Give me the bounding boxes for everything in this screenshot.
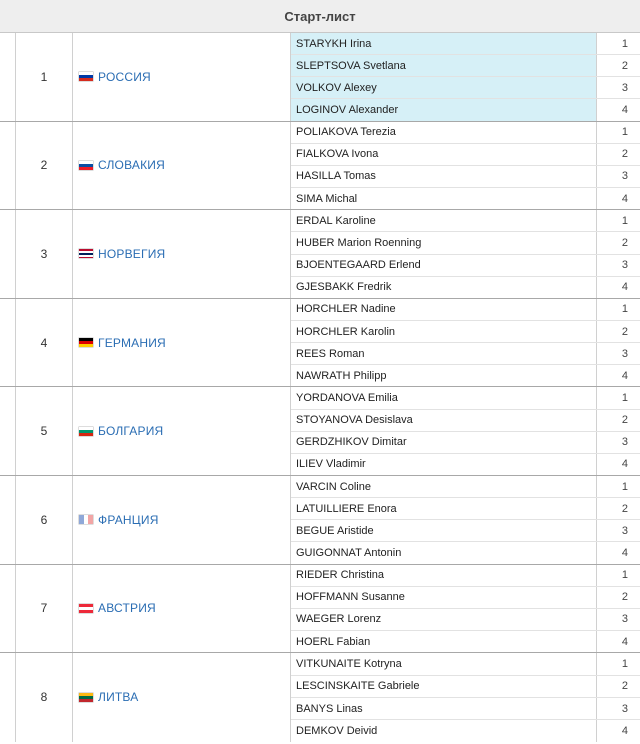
athlete-name: GJESBAKK Fredrik bbox=[291, 277, 597, 298]
athlete-name: SIMA Michal bbox=[291, 188, 597, 209]
athlete-row bbox=[291, 676, 640, 698]
team-country-cell bbox=[73, 476, 291, 564]
athlete-leg-number: 1 bbox=[621, 303, 628, 316]
athletes-list bbox=[291, 476, 640, 564]
athlete-row bbox=[291, 432, 640, 454]
country-link[interactable]: ГЕРМАНИЯ bbox=[98, 335, 166, 350]
country-flag-icon bbox=[79, 249, 93, 258]
row-gutter bbox=[0, 476, 16, 564]
country-link[interactable]: НОРВЕГИЯ bbox=[98, 246, 166, 261]
team-position: 6 bbox=[16, 476, 73, 564]
athlete-leg-number: 2 bbox=[621, 325, 628, 338]
athlete-leg-number: 1 bbox=[621, 126, 628, 139]
athlete-leg-number: 3 bbox=[621, 347, 628, 360]
athlete-row bbox=[291, 698, 640, 720]
row-gutter bbox=[0, 653, 16, 742]
athlete-leg-number: 4 bbox=[621, 725, 628, 738]
athlete-leg-number: 3 bbox=[621, 170, 628, 183]
athlete-name: RIEDER Christina bbox=[291, 565, 597, 586]
athlete-row bbox=[291, 631, 640, 652]
athlete-name: STOYANOVA Desislava bbox=[291, 410, 597, 431]
athlete-name: HORCHLER Nadine bbox=[291, 299, 597, 320]
athlete-row bbox=[291, 542, 640, 563]
team-row bbox=[0, 122, 640, 211]
athlete-leg-number: 1 bbox=[621, 480, 628, 493]
athlete-row bbox=[291, 321, 640, 343]
athlete-row bbox=[291, 210, 640, 232]
athlete-leg-number: 3 bbox=[621, 81, 628, 94]
athlete-name: YORDANOVA Emilia bbox=[291, 387, 597, 408]
team-position: 2 bbox=[16, 122, 73, 210]
athlete-leg-number: 3 bbox=[621, 524, 628, 537]
athlete-row bbox=[291, 365, 640, 386]
athlete-name: ILIEV Vladimir bbox=[291, 454, 597, 475]
athlete-row bbox=[291, 410, 640, 432]
athlete-leg-number: 1 bbox=[621, 569, 628, 582]
country-link[interactable]: СЛОВАКИЯ bbox=[98, 158, 165, 173]
country-link[interactable]: БОЛГАРИЯ bbox=[98, 424, 164, 439]
country-flag-icon bbox=[79, 604, 93, 613]
athlete-leg-number: 2 bbox=[621, 236, 628, 249]
team-country-cell bbox=[73, 387, 291, 475]
country-link[interactable]: ФРАНЦИЯ bbox=[98, 512, 159, 527]
athlete-leg-number: 1 bbox=[621, 391, 628, 404]
teams-table bbox=[0, 33, 640, 742]
athlete-leg-number: 4 bbox=[621, 104, 628, 117]
country-flag-icon bbox=[79, 338, 93, 347]
athlete-leg-number: 2 bbox=[621, 502, 628, 515]
athlete-row bbox=[291, 498, 640, 520]
row-gutter bbox=[0, 299, 16, 387]
athletes-list bbox=[291, 387, 640, 475]
athlete-name: VARCIN Coline bbox=[291, 476, 597, 497]
team-row bbox=[0, 299, 640, 388]
athlete-row bbox=[291, 122, 640, 144]
athlete-row bbox=[291, 232, 640, 254]
page-title: Старт-лист bbox=[284, 8, 356, 24]
athlete-name: HOFFMANN Susanne bbox=[291, 587, 597, 608]
athlete-name: GUIGONNAT Antonin bbox=[291, 542, 597, 563]
country-flag-icon bbox=[79, 72, 93, 81]
athlete-row bbox=[291, 520, 640, 542]
athlete-leg-number: 2 bbox=[621, 680, 628, 693]
country-flag-icon bbox=[79, 161, 93, 170]
athlete-leg-number: 2 bbox=[621, 591, 628, 604]
athlete-name: GERDZHIKOV Dimitar bbox=[291, 432, 597, 453]
team-country-cell bbox=[73, 122, 291, 210]
athlete-leg-number: 2 bbox=[621, 59, 628, 72]
athlete-name: LESCINSKAITE Gabriele bbox=[291, 676, 597, 697]
athlete-row bbox=[291, 188, 640, 209]
team-position: 3 bbox=[16, 210, 73, 298]
team-country-cell bbox=[73, 210, 291, 298]
team-position: 4 bbox=[16, 299, 73, 387]
athlete-row bbox=[291, 33, 640, 55]
athlete-row bbox=[291, 299, 640, 321]
team-row bbox=[0, 476, 640, 565]
athlete-row bbox=[291, 343, 640, 365]
athletes-list bbox=[291, 565, 640, 653]
athletes-list bbox=[291, 210, 640, 298]
athlete-row bbox=[291, 77, 640, 99]
athletes-list bbox=[291, 122, 640, 210]
country-flag-icon bbox=[79, 515, 93, 524]
athlete-row bbox=[291, 144, 640, 166]
athlete-leg-number: 4 bbox=[621, 281, 628, 294]
row-gutter bbox=[0, 33, 16, 121]
athlete-name: BANYS Linas bbox=[291, 698, 597, 719]
team-position: 1 bbox=[16, 33, 73, 121]
athlete-row bbox=[291, 565, 640, 587]
athlete-row bbox=[291, 55, 640, 77]
athlete-leg-number: 3 bbox=[621, 613, 628, 626]
athlete-row bbox=[291, 255, 640, 277]
athlete-name: POLIAKOVA Terezia bbox=[291, 122, 597, 143]
athlete-leg-number: 4 bbox=[621, 458, 628, 471]
athlete-name: VOLKOV Alexey bbox=[291, 77, 597, 98]
athlete-name: LOGINOV Alexander bbox=[291, 99, 597, 120]
athlete-row bbox=[291, 609, 640, 631]
athlete-leg-number: 3 bbox=[621, 702, 628, 715]
athlete-name: NAWRATH Philipp bbox=[291, 365, 597, 386]
team-country-cell bbox=[73, 299, 291, 387]
athletes-list bbox=[291, 653, 640, 742]
athlete-row bbox=[291, 277, 640, 298]
row-gutter bbox=[0, 565, 16, 653]
athlete-leg-number: 1 bbox=[621, 657, 628, 670]
athlete-name: HORCHLER Karolin bbox=[291, 321, 597, 342]
athlete-name: LATUILLIERE Enora bbox=[291, 498, 597, 519]
athlete-name: ERDAL Karoline bbox=[291, 210, 597, 231]
team-row bbox=[0, 210, 640, 299]
athlete-leg-number: 2 bbox=[621, 414, 628, 427]
athlete-row bbox=[291, 387, 640, 409]
row-gutter bbox=[0, 387, 16, 475]
athlete-row bbox=[291, 653, 640, 675]
team-row bbox=[0, 33, 640, 122]
athlete-leg-number: 1 bbox=[621, 214, 628, 227]
country-flag-icon bbox=[79, 693, 93, 702]
athlete-name: BEGUE Aristide bbox=[291, 520, 597, 541]
team-country-cell bbox=[73, 565, 291, 653]
athlete-row bbox=[291, 166, 640, 188]
row-gutter bbox=[0, 122, 16, 210]
athlete-row bbox=[291, 720, 640, 741]
athlete-name: BJOENTEGAARD Erlend bbox=[291, 255, 597, 276]
athletes-list bbox=[291, 33, 640, 121]
team-country-cell bbox=[73, 653, 291, 742]
athlete-name: STARYKH Irina bbox=[291, 33, 597, 54]
country-link[interactable]: ЛИТВА bbox=[98, 690, 139, 705]
team-position: 7 bbox=[16, 565, 73, 653]
start-list-header bbox=[0, 0, 640, 33]
team-row bbox=[0, 565, 640, 654]
athlete-name: DEMKOV Deivid bbox=[291, 720, 597, 741]
team-position: 5 bbox=[16, 387, 73, 475]
athletes-list bbox=[291, 299, 640, 387]
athlete-leg-number: 3 bbox=[621, 436, 628, 449]
team-country-cell bbox=[73, 33, 291, 121]
athlete-leg-number: 4 bbox=[621, 192, 628, 205]
athlete-name: FIALKOVA Ivona bbox=[291, 144, 597, 165]
athlete-leg-number: 3 bbox=[621, 259, 628, 272]
athlete-row bbox=[291, 476, 640, 498]
country-link[interactable]: РОССИЯ bbox=[98, 69, 151, 84]
athlete-leg-number: 2 bbox=[621, 148, 628, 161]
athlete-row bbox=[291, 454, 640, 475]
athlete-leg-number: 4 bbox=[621, 635, 628, 648]
athlete-name: WAEGER Lorenz bbox=[291, 609, 597, 630]
country-flag-icon bbox=[79, 427, 93, 436]
athlete-row bbox=[291, 587, 640, 609]
country-link[interactable]: АВСТРИЯ bbox=[98, 601, 156, 616]
athlete-name: VITKUNAITE Kotryna bbox=[291, 653, 597, 674]
team-row bbox=[0, 653, 640, 742]
athlete-name: HUBER Marion Roenning bbox=[291, 232, 597, 253]
athlete-leg-number: 4 bbox=[621, 369, 628, 382]
athlete-row bbox=[291, 99, 640, 120]
athlete-leg-number: 4 bbox=[621, 547, 628, 560]
athlete-name: HOERL Fabian bbox=[291, 631, 597, 652]
team-position: 8 bbox=[16, 653, 73, 742]
athlete-name: SLEPTSOVA Svetlana bbox=[291, 55, 597, 76]
row-gutter bbox=[0, 210, 16, 298]
athlete-name: REES Roman bbox=[291, 343, 597, 364]
team-row bbox=[0, 387, 640, 476]
athlete-name: HASILLA Tomas bbox=[291, 166, 597, 187]
athlete-leg-number: 1 bbox=[621, 37, 628, 50]
